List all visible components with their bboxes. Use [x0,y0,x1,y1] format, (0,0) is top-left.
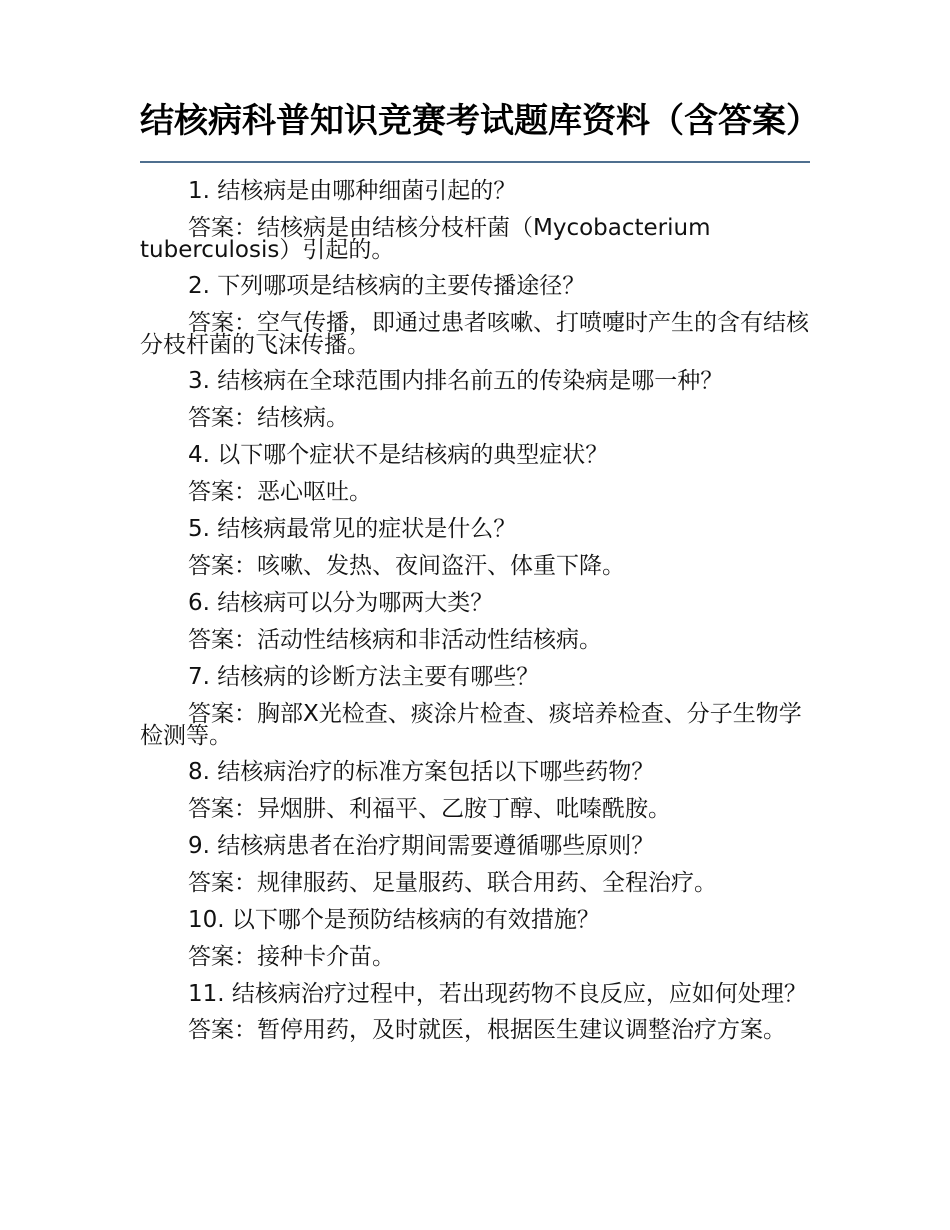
question-9: 9. 结核病患者在治疗期间需要遵循哪些原则？ [188,833,655,859]
qa-list [140,180,810,1055]
answer-7: 答案：胸部X光检查、痰涂片检查、痰培养检查、分子生物学检测等。 [140,701,802,749]
answer-2: 答案：空气传播，即通过患者咳嗽、打喷嚏时产生的含有结核分枝杆菌的飞沫传播。 [140,310,809,358]
answer-9: 答案：规律服药、足量服药、联合用药、全程治疗。 [188,870,717,896]
question-1: 1. 结核病是由哪种细菌引起的？ [188,178,517,204]
answer-5: 答案：咳嗽、发热、夜间盗汗、体重下降。 [188,553,625,579]
question-2: 2. 下列哪项是结核病的主要传播途径？ [188,273,586,299]
answer-8: 答案：异烟肼、利福平、乙胺丁醇、吡嗪酰胺。 [188,796,671,822]
question-4: 4. 以下哪个症状不是结核病的典型症状？ [188,442,609,468]
answer-11: 答案：暂停用药，及时就医，根据医生建议调整治疗方案。 [188,1017,786,1043]
question-3: 3. 结核病在全球范围内排名前五的传染病是哪一种？ [188,368,724,394]
answer-10: 答案：接种卡介苗。 [188,944,395,970]
answer-4: 答案：恶心呕吐。 [188,479,372,505]
question-6: 6. 结核病可以分为哪两大类？ [188,590,494,616]
answer-1: 答案：结核病是由结核分枝杆菌（Mycobacterium tuberculosis）引起的。 [140,215,711,263]
question-11: 11. 结核病治疗过程中，若出现药物不良反应，应如何处理？ [188,981,807,1007]
title-divider [140,161,810,163]
answer-6: 答案：活动性结核病和非活动性结核病。 [188,627,602,653]
question-7: 7. 结核病的诊断方法主要有哪些？ [188,664,540,690]
question-8: 8. 结核病治疗的标准方案包括以下哪些药物？ [188,759,655,785]
document-title: 结核病科普知识竞赛考试题库资料（含答案） [140,101,820,141]
question-10: 10. 以下哪个是预防结核病的有效措施？ [188,907,600,933]
answer-3: 答案：结核病。 [188,405,349,431]
question-5: 5. 结核病最常见的症状是什么？ [188,516,517,542]
